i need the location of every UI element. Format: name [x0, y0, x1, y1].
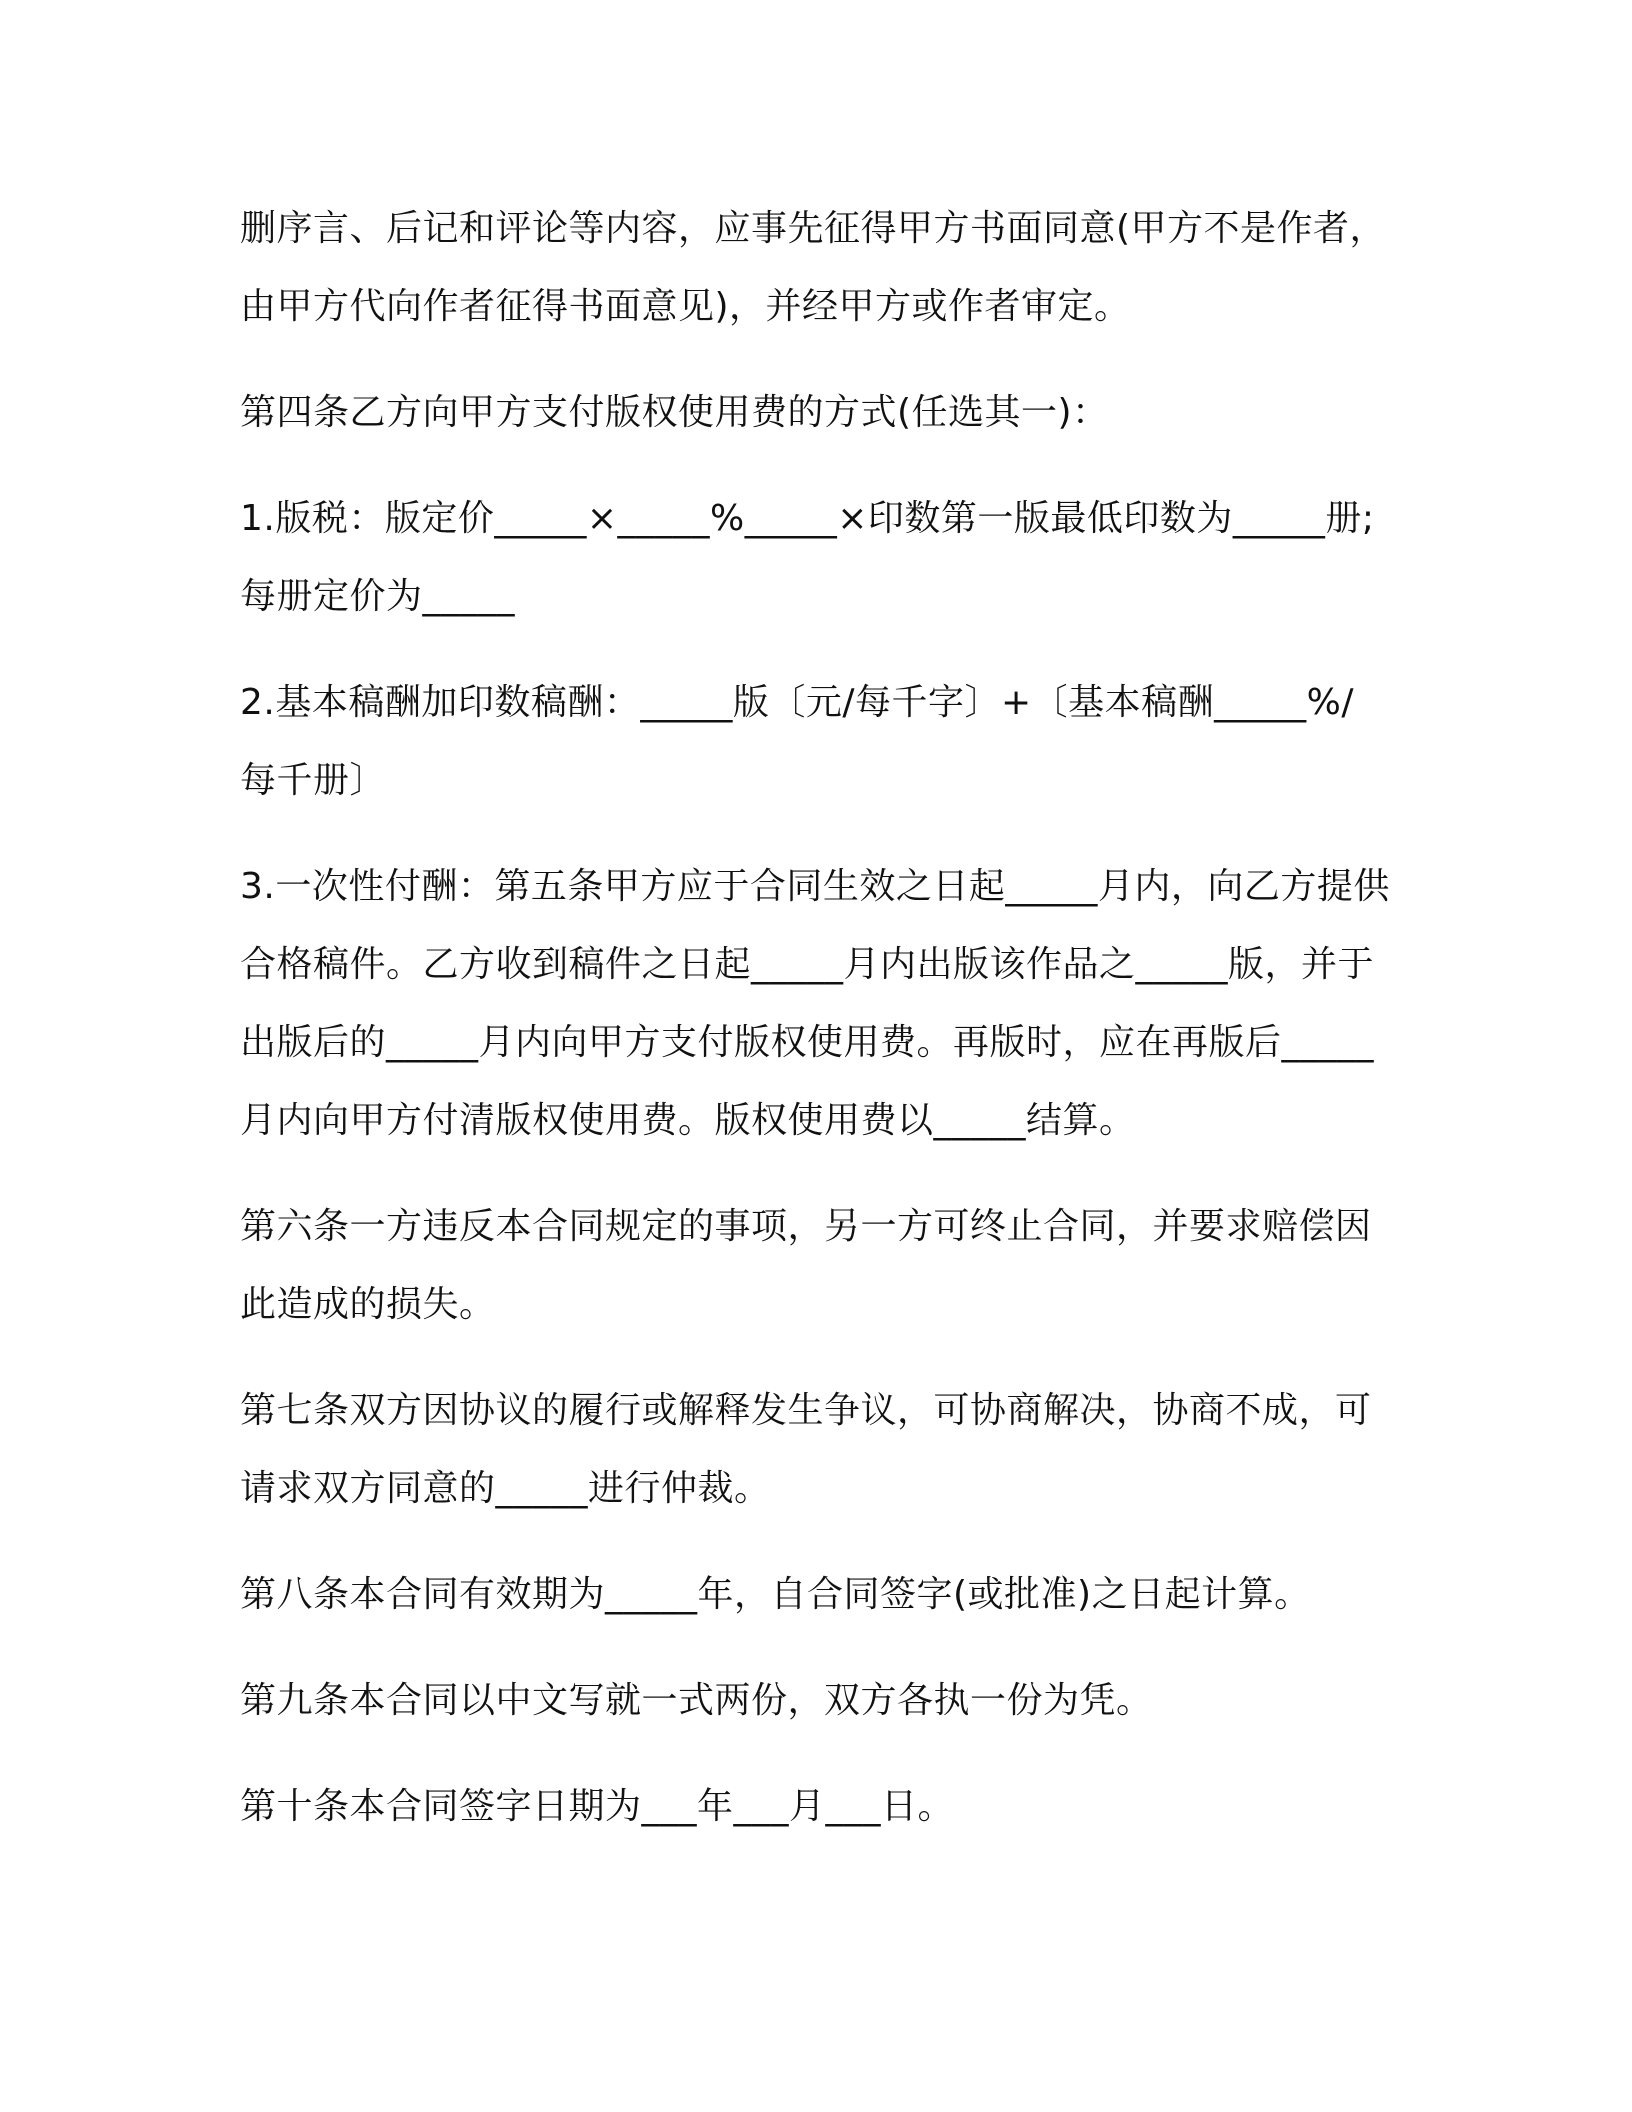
- document-body: [240, 190, 1390, 1874]
- paragraph-article-6: 第六条一方违反本合同规定的事项，另一方可终止合同，并要求赔偿因此造成的损失。: [240, 1206, 1372, 1325]
- paragraph-option-lump-sum: 3.一次性付酬：第五条甲方应于合同生效之日起_____月内，向乙方提供合格稿件。乙方收到稿件之日起_____月内出版该作品之_____版，并于出版后的_____月内向甲方支付版权使用费。再版时，应在再版后_____月内向甲方付清版权使用费。版权使用费以_____结算。: [240, 866, 1390, 1141]
- paragraph-article-4: 第四条乙方向甲方支付版权使用费的方式(任选其一)：: [240, 392, 1109, 433]
- paragraph-preface-consent: 删序言、后记和评论等内容，应事先征得甲方书面同意(甲方不是作者，由甲方代向作者征得书面意见)，并经甲方或作者审定。: [240, 208, 1387, 327]
- paragraph-article-9: 第九条本合同以中文写就一式两份，双方各执一份为凭。: [240, 1680, 1153, 1721]
- paragraph-article-8: 第八条本合同有效期为_____年，自合同签字(或批准)之日起计算。: [240, 1574, 1311, 1615]
- paragraph-article-7: 第七条双方因协议的履行或解释发生争议，可协商解决，协商不成，可请求双方同意的_____进行仲裁。: [240, 1390, 1372, 1509]
- paragraph-article-10: 第十条本合同签字日期为___年___月___日。: [240, 1786, 955, 1827]
- paragraph-option-royalty: 1.版税：版定价_____×_____%_____×印数第一版最低印数为_____册;每册定价为_____: [240, 498, 1375, 617]
- paragraph-option-base-fee: 2.基本稿酬加印数稿酬：_____版〔元/每千字〕+〔基本稿酬_____%/每千册〕: [240, 682, 1354, 801]
